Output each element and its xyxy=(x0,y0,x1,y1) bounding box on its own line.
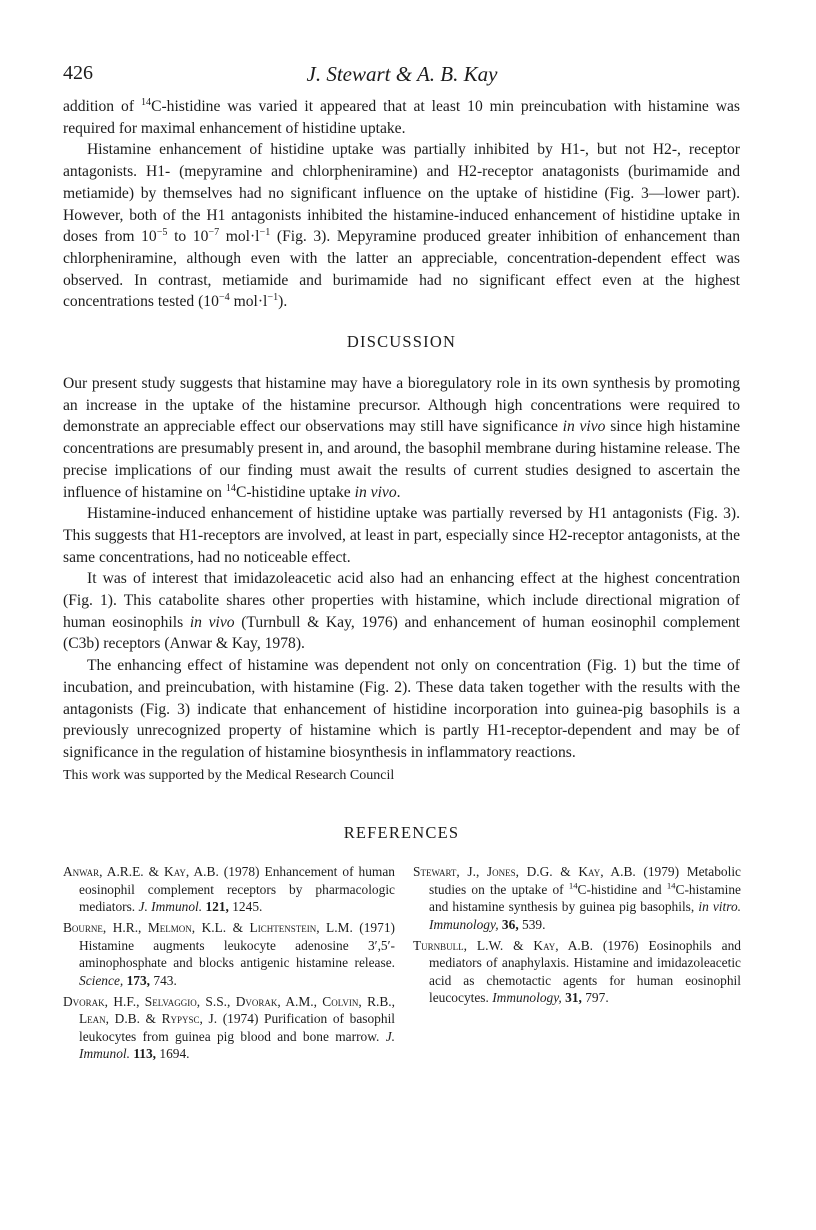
text-run: 743. xyxy=(150,972,177,988)
text-run: 31, xyxy=(565,990,582,1005)
text-run: Immunology, xyxy=(492,990,562,1005)
text-run: It was of interest that imidazoleacetic acid also had an enhancing effect at the highest concentration (Fig. 1). This catabolite shares other properties with histamine, which include directional migration of human eosinophils xyxy=(63,570,740,631)
text-run: mol·l xyxy=(229,293,268,311)
text-run: −1 xyxy=(259,227,271,239)
text-run: (Turnbull & Kay, 1976) and enhancement of human eosinophil complement (C3b) receptors (Anwar & Kay, 1978). xyxy=(63,613,741,653)
text-run: 14 xyxy=(140,96,152,108)
running-header xyxy=(63,62,741,92)
paragraph xyxy=(63,139,740,313)
text-run: addition of xyxy=(63,98,141,115)
reference-entry xyxy=(63,993,395,1063)
text-run: J. Immunol. xyxy=(138,899,203,914)
running-title: J. Stewart & A. B. Kay xyxy=(306,62,498,86)
references-right-column xyxy=(413,863,741,1010)
text-run: in vitro. Immunology, xyxy=(429,899,741,932)
text-run: mol·l xyxy=(219,228,260,246)
text-run: Stewart, J., Jones, D.G. & Kay, A.B. xyxy=(413,864,636,879)
text-run: 1245. xyxy=(228,899,263,914)
paragraph xyxy=(63,568,740,655)
text-run: −1 xyxy=(267,292,279,304)
text-run: 14 xyxy=(225,482,236,494)
results-continued xyxy=(63,96,740,313)
text-run: to 10 xyxy=(167,228,209,246)
text-run: (1976) Eosinophils and mediators of anaphylaxis. Histamine and imidazoleacetic acid as chemotactic agents for human eosinophil leucocytes. xyxy=(429,937,741,1005)
references-left-column xyxy=(63,863,395,1066)
text-run: Our present study suggests that histamine may have a bioregulatory role in its own synthesis by promoting an increase in the uptake of the histamine precursor. Although high concentrations were required to demonstrate an appreciable effect our observations may still have significance xyxy=(63,375,740,436)
text-run: J. Immunol. xyxy=(79,1028,395,1061)
text-run: C-histidine uptake xyxy=(235,483,355,501)
text-run: 113, xyxy=(133,1046,157,1061)
text-run: −5 xyxy=(156,227,168,239)
text-run: (1974) Purification of basophil leukocytes from guinea pig blood and bone marrow. xyxy=(79,1011,396,1044)
reference-entry xyxy=(63,863,395,916)
discussion-body xyxy=(63,373,740,764)
text-run: Turnbull, L.W. & Kay, A.B. xyxy=(413,937,594,953)
text-run: C-histidine and xyxy=(577,881,667,897)
text-run: 121, xyxy=(205,899,229,914)
text-run: (1978) Enhancement of human eosinophil complement receptors by pharmacologic mediators. xyxy=(79,864,395,914)
text-run: in vivo xyxy=(354,483,397,501)
text-run: 539. xyxy=(518,916,546,932)
paragraph xyxy=(63,655,740,764)
text-run: 797. xyxy=(581,990,609,1005)
discussion-heading: DISCUSSION xyxy=(346,332,457,351)
text-run: Anwar, A.R.E. & Kay, A.B. xyxy=(63,864,219,879)
text-run: −7 xyxy=(208,227,220,239)
reference-entry xyxy=(413,937,741,1007)
text-run: in vivo xyxy=(189,613,235,631)
text-run: 36, xyxy=(501,916,519,932)
paragraph xyxy=(63,373,740,503)
text-run: 14 xyxy=(666,880,676,891)
text-run: in vivo xyxy=(562,418,606,436)
text-run: The enhancing effect of histamine was dependent not only on concentration (Fig. 1) but the time of incubation, and preincubation, with histamine (Fig. 2). These data taken together with the results with the antagonists (Fig. 3) indicate that enhancement of histidine incorporation into guinea-pig basophils is a previously unrecognized property of histamine which is partly H1-receptor-dependent and may be of significance in the regulation of histamine biosynthesis in inflammatory reactions. xyxy=(63,657,740,761)
text-run: since high histamine concentrations are presumably present in, and around, the basophil membrane during histamine release. The precise implications of our finding must await the results of current studies designed to ascertain the influence of histamine on xyxy=(63,418,740,501)
text-run: . xyxy=(396,483,401,501)
text-run: (Fig. 3). Mepyramine produced greater inhibition of enhancement than chlorpheniramine, although even with the latter an appreciable, concentration-dependent effect was observed. In contrast, metiamide and burimamide had no significant effect even at the highest concentrations tested (10 xyxy=(63,228,740,311)
reference-entry xyxy=(413,863,741,933)
text-run: 173, xyxy=(126,972,151,988)
references-heading: REFERENCES xyxy=(343,823,460,842)
text-run: (1979) Metabolic studies on the uptake of xyxy=(429,864,741,897)
text-run: Histamine-induced enhancement of histidine uptake was partially reversed by H1 antagonists (Fig. 3). This suggests that H1-receptors are involved, at least in part, especially since H2-receptor antagonists, at the same concentrations, had no noticeable effect. xyxy=(63,505,740,566)
text-run: 1694. xyxy=(156,1046,190,1061)
paragraph xyxy=(63,96,740,139)
reference-entry xyxy=(63,919,395,989)
text-run: (1971) Histamine augments leukocyte adenosine 3′,5′-aminophosphate and blocks antigenic histamine release. xyxy=(79,920,395,970)
text-run: Science, xyxy=(79,972,124,988)
page-number: 426 xyxy=(63,62,93,84)
text-run: C-histidine was varied it appeared that at least 10 min preincubation with histamine was required for maximal enhancement of histidine uptake. xyxy=(63,98,740,137)
text-run: Histamine enhancement of histidine uptake was partially inhibited by H1-, but not H2-, receptor antagonists. H1- (mepyramine and chlorpheniramine) and H2-receptor anatagonists (burimamide and metiamide) by themselves had no significant influence on the uptake of histidine (Fig. 3—lower part). However, both of the H1 antagonists inhibited the histamine-induced enhancement of histidine uptake in doses from 10 xyxy=(63,141,740,246)
text-run: ). xyxy=(278,293,288,311)
text-run: 14 xyxy=(568,880,578,891)
paragraph xyxy=(63,503,740,568)
text-run: −4 xyxy=(218,292,230,304)
acknowledgement: This work was supported by the Medical Research Council xyxy=(63,768,395,783)
text-run: Dvorak, H.F., Selvaggio, S.S., Dvorak, A.M., Colvin, R.B., Lean, D.B. & Rypysc, J. xyxy=(63,993,395,1026)
text-run: Bourne, H.R., Melmon, K.L. & Lichtenstein, L.M. xyxy=(63,920,353,935)
text-run: C-histamine and histamine synthesis by guinea pig basophils, xyxy=(429,881,741,914)
